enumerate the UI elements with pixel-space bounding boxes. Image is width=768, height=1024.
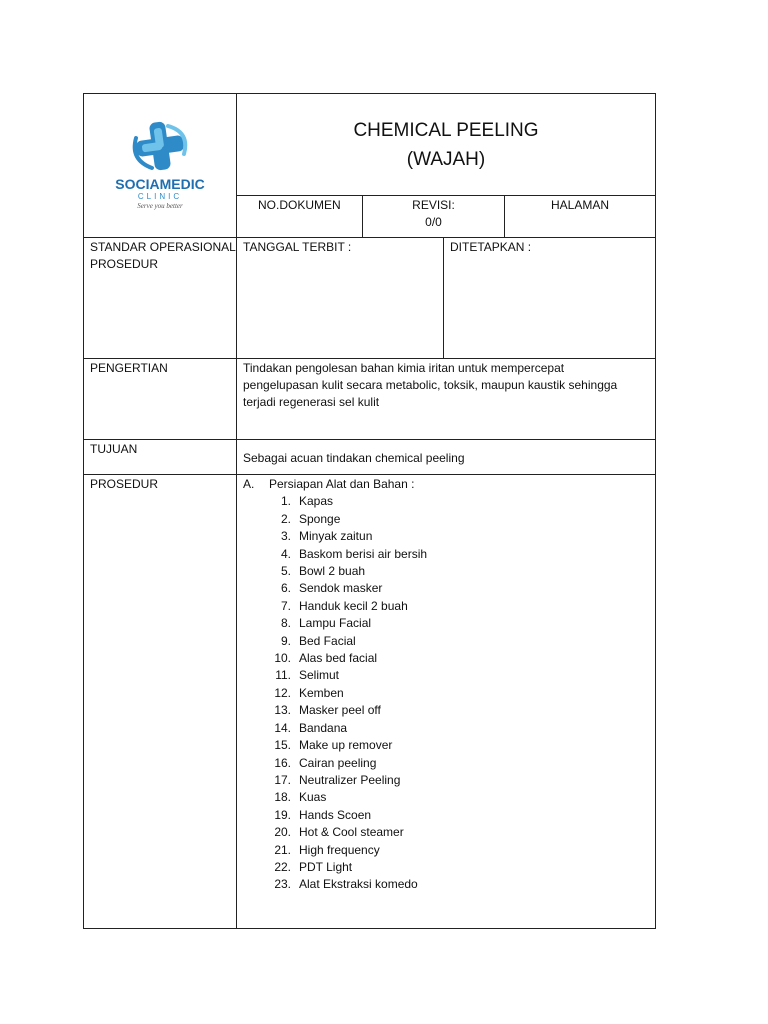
no-dokumen-label: NO.DOKUMEN xyxy=(258,198,341,212)
list-item-number: 15. xyxy=(274,738,291,753)
logo-name: SOCIAMEDIC xyxy=(115,176,205,192)
list-item-label: Kuas xyxy=(299,790,327,805)
list-item-number: 20. xyxy=(274,825,291,840)
list-item xyxy=(243,580,427,597)
list-item-label: Masker peel off xyxy=(299,703,381,718)
list-item xyxy=(243,598,427,615)
list-item xyxy=(243,842,427,859)
list-item-label: Bed Facial xyxy=(299,633,356,648)
list-item xyxy=(243,807,427,824)
pengertian-line2: pengelupasan kulit secara metabolic, toksik, maupun kaustik sehingga xyxy=(243,378,618,392)
list-item xyxy=(243,650,427,667)
list-item-number: 17. xyxy=(274,772,291,787)
list-item xyxy=(243,720,427,737)
list-item xyxy=(243,685,427,702)
list-item-label: Handuk kecil 2 buah xyxy=(299,598,408,613)
list-item-number: 1. xyxy=(280,494,291,509)
list-item-number: 7. xyxy=(280,598,291,613)
list-item xyxy=(243,563,427,580)
column-divider xyxy=(236,93,237,929)
header-row-divider xyxy=(83,237,656,238)
list-item-label: Hands Scoen xyxy=(299,807,372,822)
prosedur-label: PROSEDUR xyxy=(90,477,159,491)
list-item-label: Minyak zaitun xyxy=(299,529,373,544)
document-title-line1: CHEMICAL PEELING xyxy=(353,120,539,141)
list-item-label: Bowl 2 buah xyxy=(299,564,366,579)
list-item-label: Alas bed facial xyxy=(299,651,378,666)
list-item xyxy=(243,493,427,510)
tanggal-terbit-label: TANGGAL TERBIT : xyxy=(243,240,352,254)
list-item-label: Hot & Cool steamer xyxy=(299,825,404,840)
pengertian-row-divider xyxy=(83,439,656,440)
list-item xyxy=(243,737,427,754)
list-item-label: Sendok masker xyxy=(299,581,383,596)
ditetapkan-label: DITETAPKAN : xyxy=(450,240,532,254)
list-item-label: Kemben xyxy=(299,685,344,700)
list-item xyxy=(243,824,427,841)
section-title: Persiapan Alat dan Bahan : xyxy=(269,477,415,491)
sop-label-line1: STANDAR OPERASIONAL xyxy=(90,240,236,254)
list-item-number: 6. xyxy=(280,581,291,596)
list-item xyxy=(243,511,427,528)
pengertian-label: PENGERTIAN xyxy=(90,361,168,375)
tujuan-row-divider xyxy=(83,474,656,475)
revisi-label: REVISI: xyxy=(412,198,455,212)
list-item-number: 14. xyxy=(274,720,291,735)
list-item-number: 11. xyxy=(275,668,291,683)
list-item xyxy=(243,528,427,545)
list-item-label: Make up remover xyxy=(299,738,393,753)
sop-row-divider xyxy=(83,358,656,359)
list-item-number: 22. xyxy=(274,859,291,874)
list-item-label: PDT Light xyxy=(299,859,353,874)
pengertian-line3: terjadi regenerasi sel kulit xyxy=(243,395,380,409)
sop-cell-divider xyxy=(443,237,444,359)
list-item-number: 12. xyxy=(274,685,291,700)
list-item-label: Neutralizer Peeling xyxy=(299,772,401,787)
list-item-number: 8. xyxy=(280,616,291,631)
document-title-line2: (WAJAH) xyxy=(406,149,486,170)
list-item-number: 9. xyxy=(280,633,291,648)
sop-label-line2: PROSEDUR xyxy=(90,257,159,271)
section-letter: A. xyxy=(243,477,255,491)
list-item xyxy=(243,772,427,789)
equipment-items xyxy=(243,493,427,893)
list-item-label: Cairan peeling xyxy=(299,755,377,770)
tujuan-text: Sebagai acuan tindakan chemical peeling xyxy=(243,451,465,465)
list-item-number: 4. xyxy=(280,546,291,561)
list-item xyxy=(243,633,427,650)
list-item-number: 19. xyxy=(274,807,291,822)
clinic-logo xyxy=(100,118,220,213)
title-divider xyxy=(236,195,656,196)
revisi-value: 0/0 xyxy=(425,215,442,229)
halaman-label: HALAMAN xyxy=(550,198,609,212)
list-item-label: Bandana xyxy=(299,720,348,735)
list-item-label: High frequency xyxy=(299,842,380,857)
list-item-label: Lampu Facial xyxy=(299,616,372,631)
list-item xyxy=(243,546,427,563)
list-item-number: 5. xyxy=(280,564,291,579)
tujuan-label: TUJUAN xyxy=(90,442,138,456)
logo-sub: CLINIC xyxy=(137,192,183,201)
list-item xyxy=(243,859,427,876)
section-heading xyxy=(243,476,427,493)
list-item-label: Sponge xyxy=(299,511,341,526)
list-item xyxy=(243,702,427,719)
list-item-number: 18. xyxy=(274,790,291,805)
list-item-number: 13. xyxy=(274,703,291,718)
list-item-number: 10. xyxy=(274,651,291,666)
list-item-number: 21. xyxy=(274,842,291,857)
list-item-label: Baskom berisi air bersih xyxy=(299,546,428,561)
medical-cross-icon xyxy=(100,118,220,213)
list-item xyxy=(243,876,427,893)
logo-tagline: Serve you better xyxy=(137,202,183,210)
list-item-number: 3. xyxy=(280,529,291,544)
list-item xyxy=(243,667,427,684)
list-item xyxy=(243,615,427,632)
list-item-number: 16. xyxy=(274,755,291,770)
list-item-number: 23. xyxy=(274,877,291,892)
list-item-label: Selimut xyxy=(299,668,340,683)
pengertian-line1: Tindakan pengolesan bahan kimia iritan untuk mempercepat xyxy=(243,361,565,375)
list-item xyxy=(243,755,427,772)
list-item-label: Alat Ekstraksi komedo xyxy=(299,877,418,892)
list-item-label: Kapas xyxy=(299,494,334,509)
prosedur-list xyxy=(243,476,427,894)
list-item xyxy=(243,789,427,806)
list-item-number: 2. xyxy=(280,511,291,526)
